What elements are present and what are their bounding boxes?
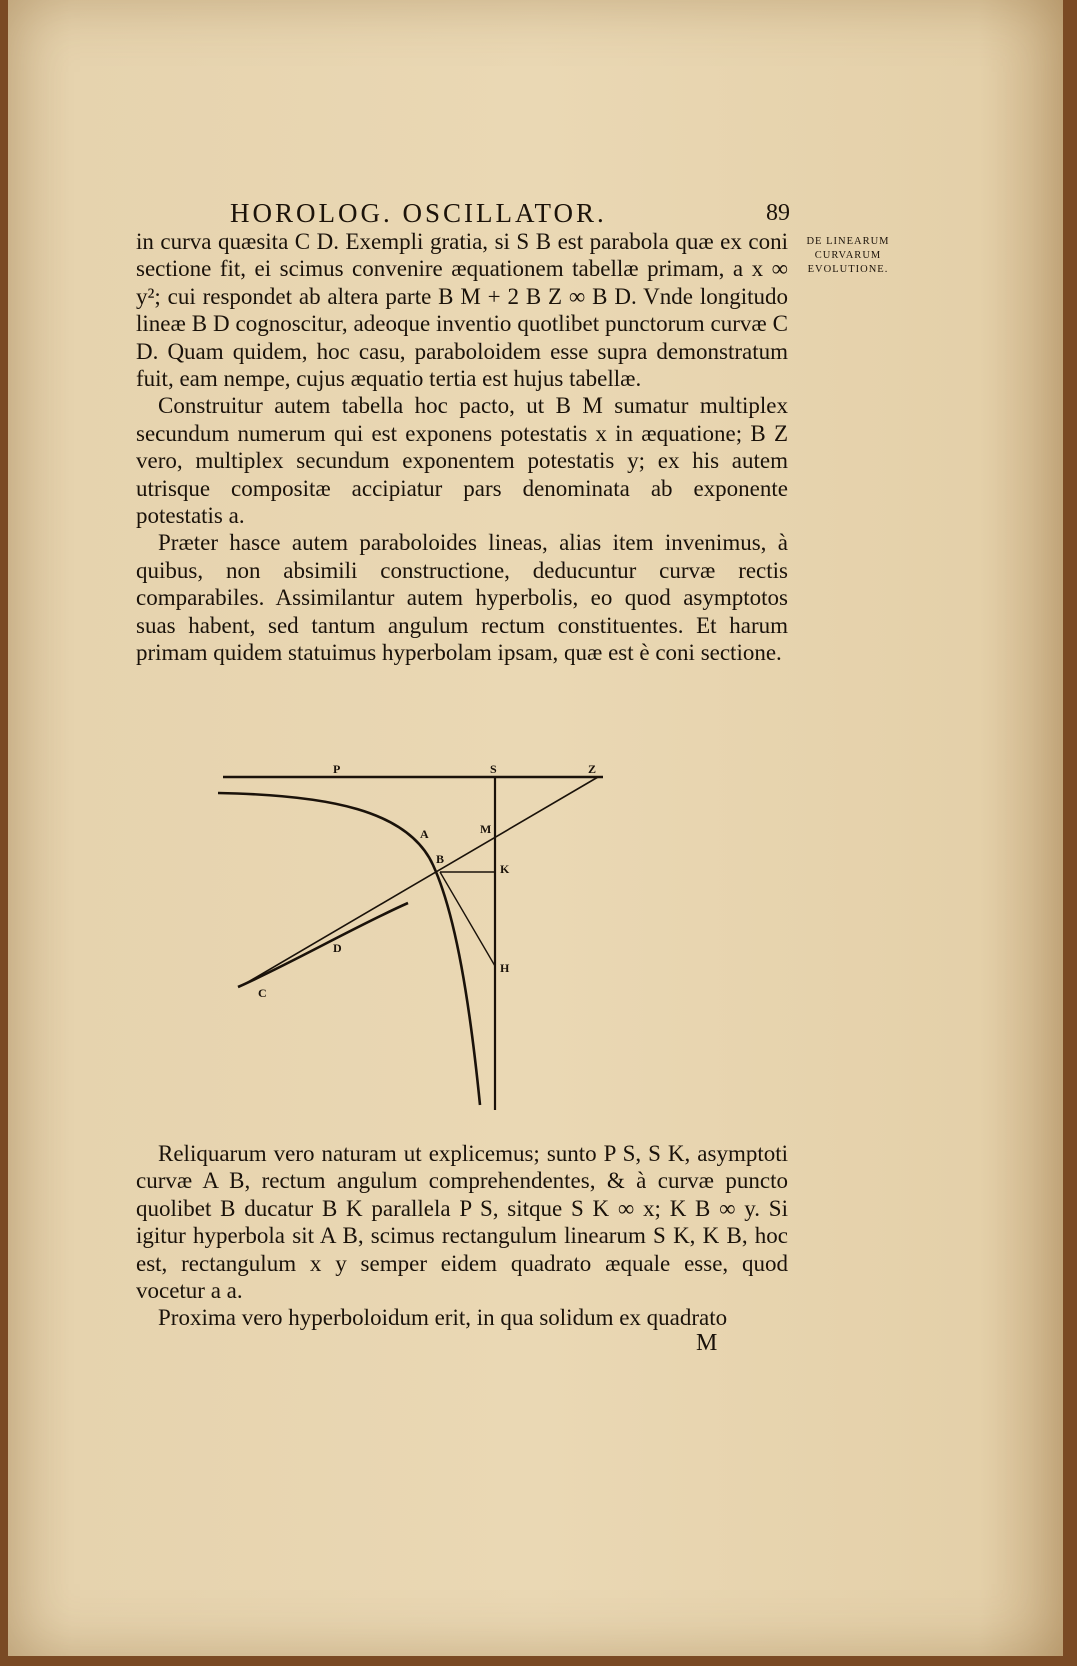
label-M: M <box>480 822 492 836</box>
text-block-bottom <box>136 1140 788 1332</box>
header-title: HOROLOG. OSCILLATOR. <box>230 198 607 228</box>
geometric-figure <box>208 745 648 1115</box>
label-D: D <box>333 941 342 955</box>
signature-mark: M <box>696 1330 718 1356</box>
label-S: S <box>490 762 497 776</box>
label-H: H <box>500 961 510 975</box>
figure-svg <box>208 745 648 1115</box>
paragraph: Proxima vero hyperboloidum erit, in qua solidum ex quadrato <box>158 1305 728 1331</box>
tangent-line-ZC <box>243 777 598 985</box>
marginal-note <box>798 235 898 277</box>
paragraph: Construitur autem tabella hoc pacto, ut B M sumatur multiplex secundum numerum qui est exponens potestatis x in æquatione; B Z vero, multiplex secundum exponentem potestatis y; ex his autem utrisque compositæ accipiatur pars denominata ab exponente potestatis a. <box>136 393 788 529</box>
label-C: C <box>258 986 267 1000</box>
label-P: P <box>333 762 341 776</box>
paragraph: Reliquarum vero naturam ut explicemus; sunto P S, S K, asymptoti curvæ A B, rectum angulum comprehendentes, & à curvæ puncto quolibet B ducatur B K parallela P S, sitque S K ∞ x; K B ∞ y. Si igitur hyperbola sit A B, scimus rectangulum linearum S K, K B, hoc est, rectangulum x y semper eidem quadrato æquale esse, quod vocetur a a. <box>136 1141 788 1304</box>
marginal-note-line: EVOLUTIONE. <box>807 264 889 275</box>
curve-AB <box>218 793 480 1105</box>
marginal-note-line: CURVARUM <box>814 250 882 261</box>
label-K: K <box>500 862 510 876</box>
running-header <box>230 198 790 232</box>
paragraph: Præter hasce autem paraboloides lineas, alias item invenimus, à quibus, non absimili constructione, deducuntur curvæ rectis comparabiles. Assimilantur autem hyperbolis, eo quod asymptotos suas habent, sed tantum angulum rectum constituentes. Et harum primam quidem statuimus hyperbolam ipsam, quæ est è coni sectione. <box>136 530 788 666</box>
paragraph: in curva quæsita C D. Exempli gratia, si S B est parabola quæ ex coni sectione fit, ei scimus convenire æquationem tabellæ primam, a x ∞ y²; cui respondet ab altera parte B M + 2 B Z ∞ B D. Vnde longitudo lineæ B D cognoscitur, adeoque inventio quotlibet punctorum curvæ C D. Quam quidem, hoc casu, paraboloidem esse supra demonstratum fuit, eam nempe, cujus æquatio tertia est hujus tabellæ. <box>136 229 788 392</box>
label-Z: Z <box>588 762 597 776</box>
label-A: A <box>420 827 429 841</box>
marginal-note-line: DE LINEARUM <box>806 236 890 247</box>
label-B: B <box>436 852 445 866</box>
page-number: 89 <box>766 200 790 226</box>
book-page <box>8 0 1063 1656</box>
line-BH <box>440 872 495 966</box>
text-block-top <box>136 228 788 667</box>
curve-CD <box>238 903 408 987</box>
